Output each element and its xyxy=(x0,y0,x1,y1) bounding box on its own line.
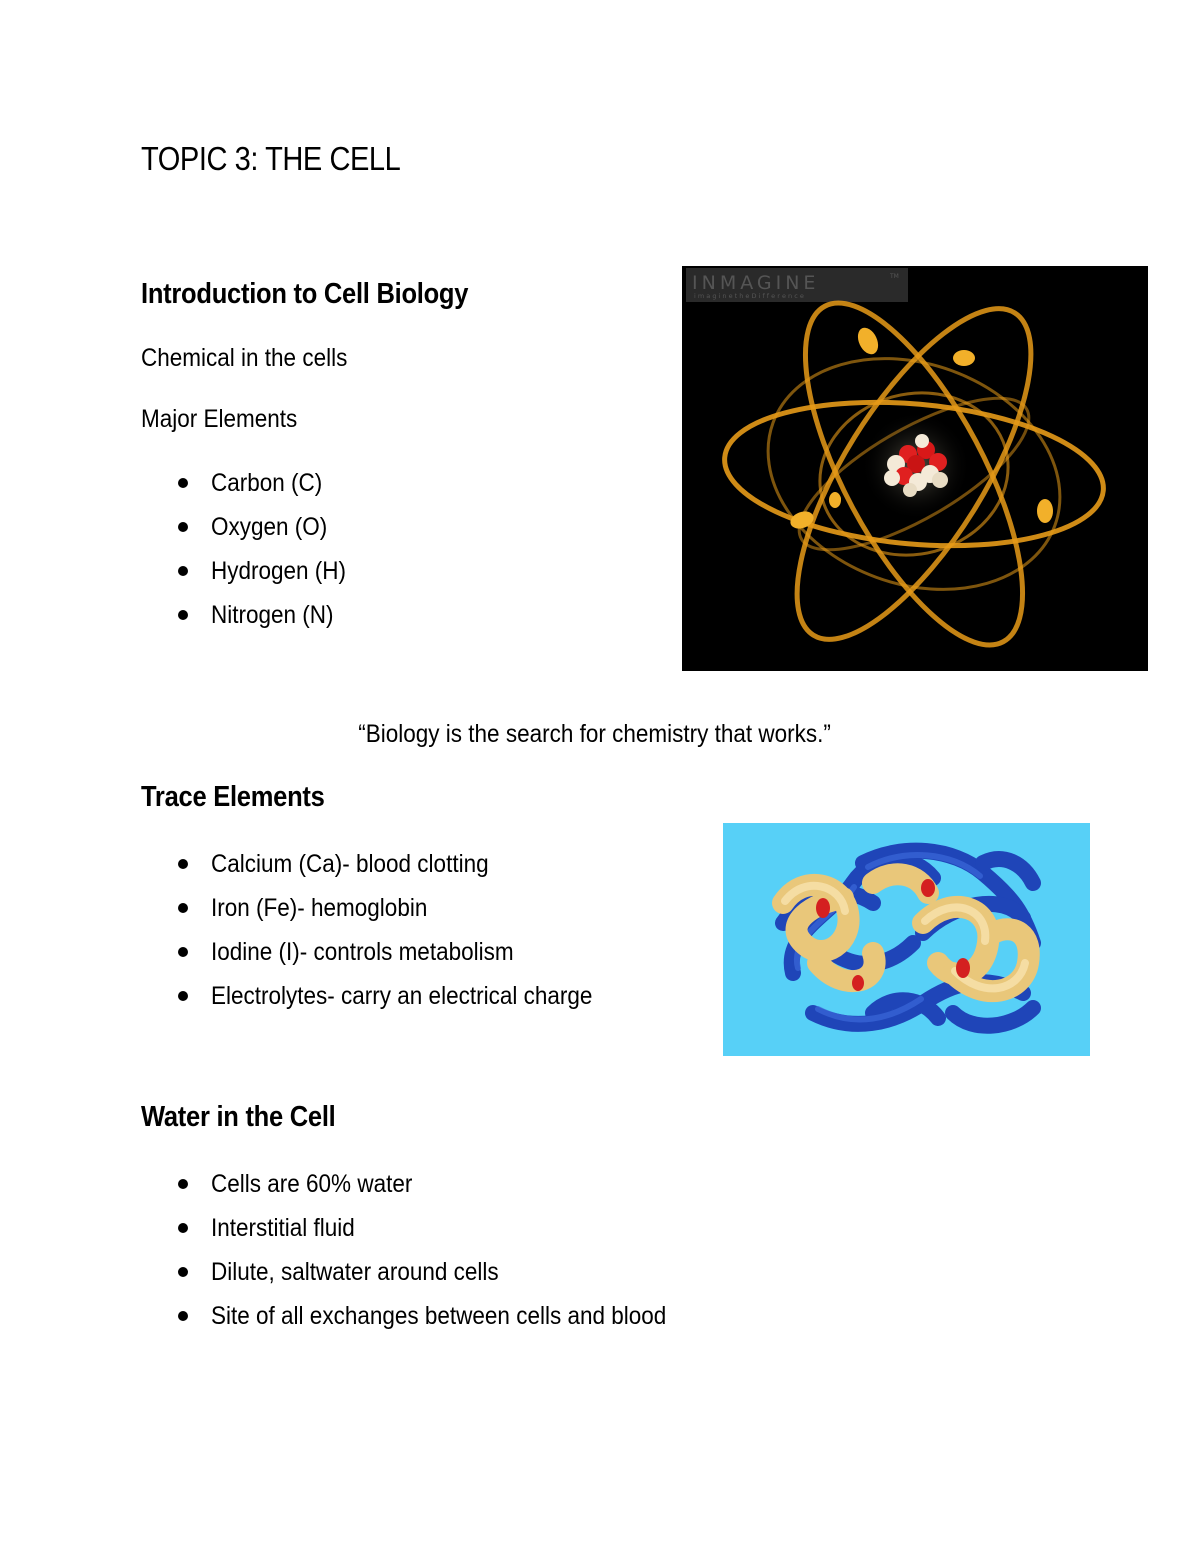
heading-trace-elements: Trace Elements xyxy=(141,781,325,813)
bullet-icon xyxy=(178,1179,188,1189)
bullet-icon xyxy=(178,566,188,576)
bullet-icon xyxy=(178,478,188,488)
document-page: TOPIC 3: THE CELL Introduction to Cell Biology Chemical in the cells Major Elements Carbon (C) Oxygen (O) Hydrogen (H) Nitrogen (N) INMAGINE TM i m a g i n e t h e D i f f e r e n c e “Biology is the search for chemistry that works.” Trace Elements Calcium (Ca)- blood clotting Iron (Fe)- hemoglobin Iodine (I)- controls metabolism Electrolytes- carry an electrical charge Water in the Cell Cells are 60% water Interstitial fluid Dilute, saltwater around cells Site of all exchanges between cells and blood xyxy=(0,0,1200,1553)
protein-icon xyxy=(723,823,1090,1056)
bullet-icon xyxy=(178,1223,188,1233)
bullet-icon xyxy=(178,947,188,957)
watermark-tm: TM xyxy=(890,273,899,280)
quote-text: “Biology is the search for chemistry that works.” xyxy=(358,720,832,748)
watermark-tagline: i m a g i n e t h e D i f f e r e n c e xyxy=(694,292,804,300)
subheading-chemical-in-cells: Chemical in the cells xyxy=(141,344,348,372)
yellow-ribbons xyxy=(783,874,1029,991)
page-title: TOPIC 3: THE CELL xyxy=(141,140,401,177)
bullet-icon xyxy=(178,991,188,1001)
bullet-icon xyxy=(178,1311,188,1321)
heading-intro-cell-biology: Introduction to Cell Biology xyxy=(141,278,469,310)
atom-illustration xyxy=(682,266,1148,671)
label-major-elements: Major Elements xyxy=(141,405,298,433)
bullet-icon xyxy=(178,522,188,532)
hemoglobin-illustration xyxy=(723,823,1090,1056)
heading-water-in-cell: Water in the Cell xyxy=(141,1101,336,1133)
atom-icon xyxy=(682,266,1148,671)
bullet-icon xyxy=(178,610,188,620)
bullet-icon xyxy=(178,1267,188,1277)
bullet-icon xyxy=(178,903,188,913)
bullet-icon xyxy=(178,859,188,869)
watermark-brand: INMAGINE xyxy=(692,272,820,294)
